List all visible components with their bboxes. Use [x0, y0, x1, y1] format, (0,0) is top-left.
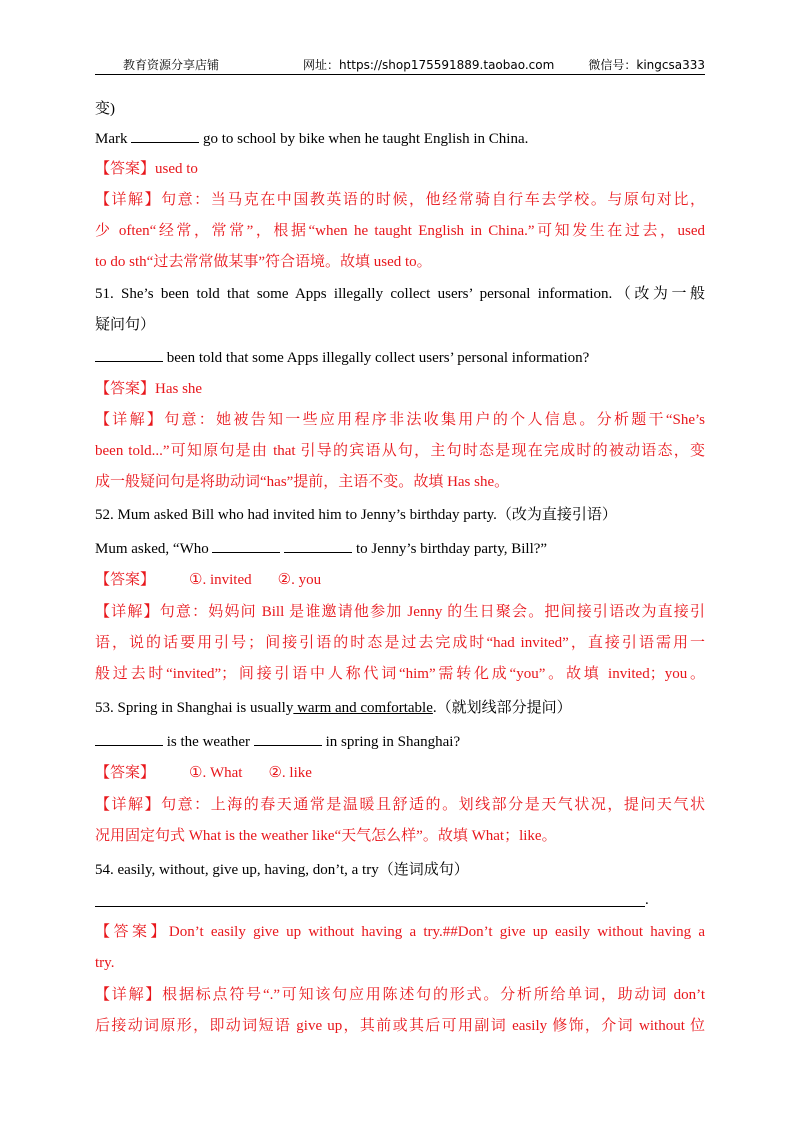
answer-blank	[95, 731, 163, 746]
explanation-line: 成一般疑问句是将助动词“has”提前，主语不变。故填 Has she。	[95, 474, 510, 490]
answer-label: 【答案】	[95, 572, 156, 588]
explanation-line: to do sth“过去常常做某事”符合语境。故填 used to。	[95, 254, 432, 270]
question-51-instruction: 疑问句）	[95, 317, 156, 333]
explanation-line: 【详解】句意：上海的春天通常是温暖且舒适的。划线部分是天气状况，提问天气状	[95, 797, 705, 813]
answer-line: 【答案】Don’t easily give up without having a try.##Don’t give up easily without having a	[95, 924, 705, 940]
answer-blank	[254, 731, 322, 746]
question-52-sentence	[95, 538, 710, 560]
explanation-line: 况用固定句式 What is the weather like“天气怎么样”。故填 What；like。	[95, 828, 557, 844]
rule-period: .	[645, 892, 649, 908]
answer-1: ①. invited	[189, 572, 252, 588]
answer-rule	[95, 906, 645, 907]
instruction: .（就划线部分提问）	[432, 700, 572, 716]
answer-blank	[212, 538, 280, 553]
answer-2: ②. you	[277, 572, 322, 588]
answer-line	[95, 569, 710, 591]
answer-line: 【答案】used to	[95, 161, 198, 177]
header-divider	[95, 74, 705, 75]
sentence-start: 53. Spring in Shanghai is usually	[95, 700, 294, 716]
header-url[interactable]: 网址：https://shop175591889.taobao.com	[303, 58, 555, 72]
header-wechat: 微信号：kingcsa333	[588, 58, 705, 72]
sentence-start: Mum asked, “Who	[95, 541, 209, 557]
explanation-line: 后接动词原形，即动词短语 give up，其前或其后可用副词 easily 修饰，介词 without 位	[95, 1018, 705, 1034]
explanation-line: 少 often“经常，常常”，根据“when he taught English in China.”可知发生在过去，used	[95, 223, 705, 239]
answer-blank	[131, 128, 199, 143]
sentence-start: Mark	[95, 131, 128, 147]
answer-line	[95, 762, 710, 784]
sentence-end: in spring in Shanghai?	[325, 734, 461, 750]
answer-1: ①. What	[189, 765, 243, 781]
explanation-line: been told...”可知原句是由 that 引导的宾语从句，主句时态是现在完成时的被动语态，变	[95, 443, 705, 459]
text-line: 变)	[95, 101, 115, 117]
question-50-sentence	[95, 128, 710, 150]
answer-2: ②. like	[268, 765, 312, 781]
answer-blank	[95, 347, 163, 362]
answer-blank	[284, 538, 352, 553]
answer-line: try.	[95, 955, 115, 971]
explanation-line: 般过去时“invited”；间接引语中人称代词“him”需转化成“you”。故填 invited；you。	[95, 666, 705, 682]
question-51: 51. She’s been told that some Apps illegally collect users’ personal information.（改为一般	[95, 286, 705, 302]
header-shop-name: 教育资源分享店铺	[123, 58, 220, 72]
explanation-line: 【详解】根据标点符号“.”可知该句应用陈述句的形式。分析所给单词，助动词 don’t	[95, 987, 705, 1003]
answer-label: 【答案】	[95, 765, 156, 781]
explanation-line: 【详解】句意：当马克在中国教英语的时候，他经常骑自行车去学校。与原句对比，	[95, 192, 705, 208]
page-header	[95, 56, 705, 74]
explanation-line: 【详解】句意：妈妈问 Bill 是谁邀请他参加 Jenny 的生日聚会。把间接引语改为直接引	[95, 604, 705, 620]
sentence-end: to Jenny’s birthday party, Bill?”	[355, 541, 548, 557]
question-53-sentence	[95, 731, 710, 753]
answer-line: 【答案】Has she	[95, 381, 203, 397]
sentence-mid: is the weather	[166, 734, 251, 750]
question-52: 52. Mum asked Bill who had invited him to Jenny’s birthday party.（改为直接引语）	[95, 507, 617, 523]
underlined-part: warm and comfortable	[293, 700, 433, 716]
question-53	[95, 697, 710, 719]
question-54: 54. easily, without, give up, having, don’t, a try（连词成句）	[95, 862, 469, 878]
explanation-line: 语，说的话要用引号；间接引语的时态是过去完成时“had invited”，直接引语需用一	[95, 635, 705, 651]
question-51-sentence	[95, 347, 710, 369]
sentence-end: been told that some Apps illegally collect users’ personal information?	[166, 350, 590, 366]
sentence-end: go to school by bike when he taught English in China.	[203, 131, 529, 147]
explanation-line: 【详解】句意：她被告知一些应用程序非法收集用户的个人信息。分析题干“She’s	[95, 412, 705, 428]
